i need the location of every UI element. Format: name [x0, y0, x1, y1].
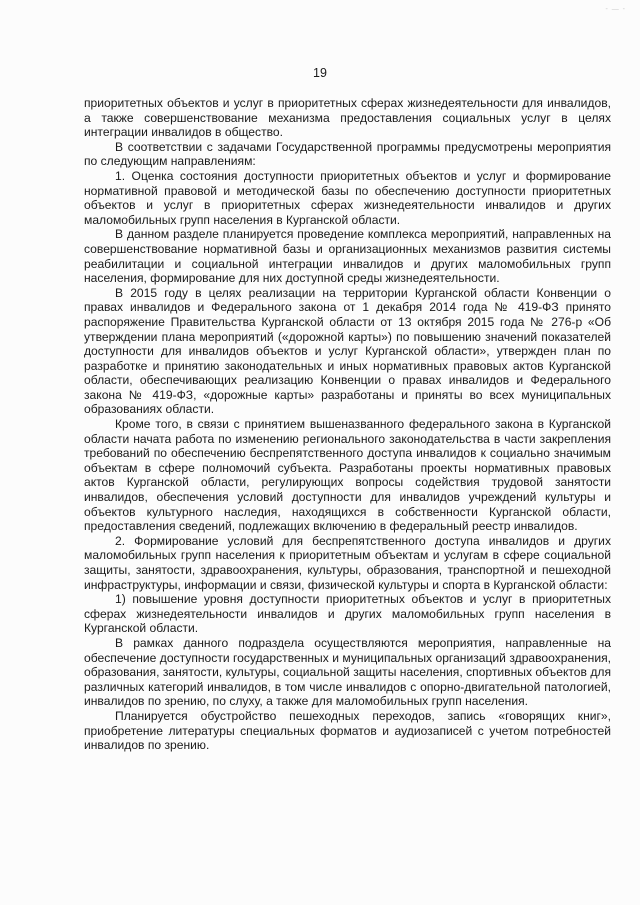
paragraph-program-directions: В соответствии с задачами Государственной программы предусмотрены мероприятия по следующим направлениям: — [84, 139, 611, 169]
paragraph-2015-roadmap: В 2015 году в целях реализации на территории Курганской области Конвенции о правах инвалидов и Федерального закона от 1 декабря 2014 года № 419-ФЗ принято распоряжение Правительства Курганской области от 13 октября 2015 года № 276-р «Об утверждении плана мероприятий («дорожной карты») по повышению значений показателей доступности для инвалидов объектов и услуг Курганской области», утвержден план по разработке и принятию законодательных и иных нормативных правовых актов Курганской области, обеспечивающих реализацию Конвенции о правах инвалидов и Федерального закона № 419-ФЗ, «дорожные карты» разработаны и приняты во всех муниципальных образованиях области. — [84, 285, 611, 417]
paragraph-direction-1: 1. Оценка состояния доступности приоритетных объектов и услуг и формирование нормативной правовой и методической базы по обеспечению доступности приоритетных объектов и услуг в приоритетных сферах жизнедеятельности инвалидов и других маломобильных групп населения в Курганской области. — [84, 168, 611, 227]
paragraph-section-plans: В данном разделе планируется проведение комплекса мероприятий, направленных на совершенствование нормативной базы и организационных механизмов развития системы реабилитации и социальной интеграции инвалидов и других маломобильных групп населения, формирование для них доступной среды жизнедеятельности. — [84, 227, 611, 286]
paragraph-subsection-measures: В рамках данного подраздела осуществляются мероприятия, направленные на обеспечение доступности государственных и муниципальных организаций здравоохранения, образования, занятости, культуры, социальной защиты населения, спортивных объектов для различных категорий инвалидов, в том числе инвалидов с опорно-двигательной патологией, инвалидов по зрению, по слуху, а также для маломобильных групп населения. — [84, 635, 611, 709]
paragraph-direction-2: 2. Формирование условий для беспрепятственного доступа инвалидов и других маломобильных групп населения к приоритетным объектам и услугам в сфере социальной защиты, занятости, здравоохранения, культуры, образования, транспортной и пешеходной инфраструктуры, информации и связи, физической культуры и спорта в Курганской области: — [84, 533, 611, 592]
paragraph-continuation: приоритетных объектов и услуг в приоритетных сферах жизнедеятельности для инвалидов, а также совершенствование механизма предоставления социальных услуг в целях интеграции инвалидов в общество. — [84, 96, 611, 140]
paragraph-legislation: Кроме того, в связи с принятием вышеназванного федерального закона в Курганской области начата работа по изменению регионального законодательства в части закрепления требований по обеспечению беспрепятственного доступа инвалидов к социально значимым объектам в сфере полномочий субъекта. Разработаны проекты нормативных правовых актов Курганской области, регулирующих вопросы содействия трудовой занятости инвалидов, обеспечения условий доступности для инвалидов учреждений культуры и объектов культурного наследия, находящихся в собственности Курганской области, предоставления сведений, подлежащих включению в федеральный реестр инвалидов. — [84, 417, 611, 534]
scan-corner-mark: - — - — [605, 6, 626, 13]
paragraph-planned-works: Планируется обустройство пешеходных переходов, запись «говорящих книг», приобретение литературы специальных форматов и аудиозаписей с учетом потребностей инвалидов по зрению. — [84, 708, 611, 753]
document-body — [84, 96, 611, 753]
page-number: 19 — [313, 66, 327, 80]
paragraph-subsection-1: 1) повышение уровня доступности приоритетных объектов и услуг в приоритетных сферах жизнедеятельности инвалидов и других маломобильных групп населения в Курганской области. — [84, 592, 611, 636]
